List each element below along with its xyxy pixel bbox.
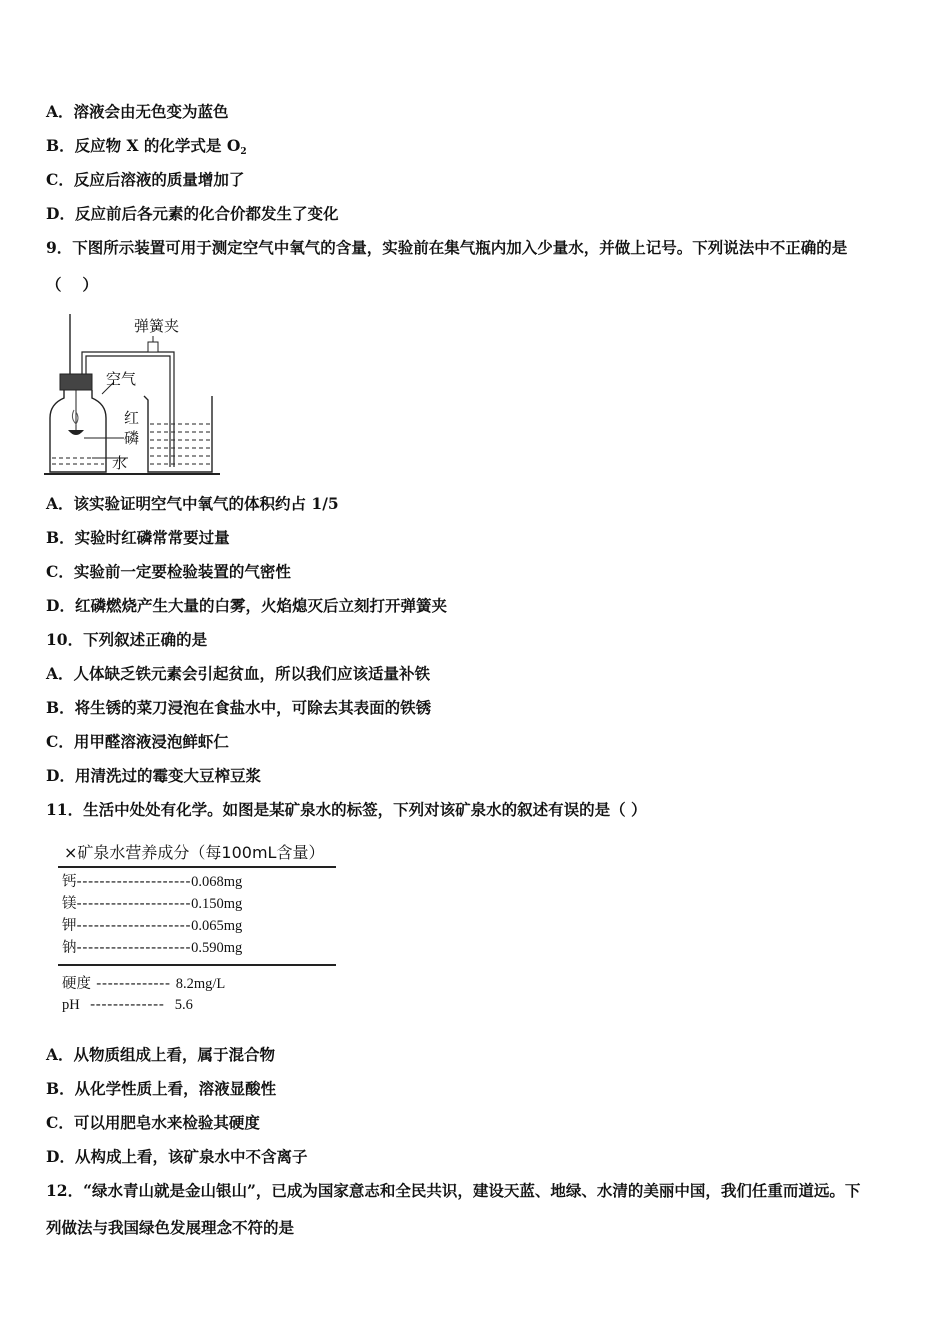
label-top-rule (58, 866, 336, 868)
q9-stem: 9．下图所示装置可用于测定空气中氧气的含量，实验前在集气瓶内加入少量水，并做上记号。下列说法中不正确的是 (46, 238, 848, 257)
q9-stem-paren: （ ） (46, 275, 98, 294)
q9-option-b: B．实验时红磷常常要过量 (46, 528, 230, 547)
q10-stem: 10．下列叙述正确的是 (46, 630, 208, 649)
property-row: pH ------------- 5.6 (62, 997, 193, 1013)
q9-option-d: D．红磷燃烧产生大量的白雾，火焰熄灭后立刻打开弹簧夹 (46, 596, 447, 615)
q10-option-b: B．将生锈的菜刀浸泡在食盐水中，可除去其表面的铁锈 (46, 698, 432, 717)
water-label: 水 (112, 454, 128, 472)
q11-option-a: A．从物质组成上看，属于混合物 (46, 1045, 276, 1064)
q10-option-c: C．用甲醛溶液浸泡鲜虾仁 (46, 732, 229, 751)
q9-option-a: A．该实验证明空气中氧气的体积约占 1/5 (46, 494, 339, 513)
q8-option-a: A．溶液会由无色变为蓝色 (46, 102, 229, 121)
mineral-row: 钙--------------------0.068mg (62, 874, 243, 890)
q12-stem-cont: 列做法与我国绿色发展理念不符的是 (46, 1218, 295, 1237)
clamp-label: 弹簧夹 (134, 317, 180, 335)
mineral-water-label (58, 840, 348, 1020)
q8-option-d: D．反应前后各元素的化合价都发生了变化 (46, 204, 339, 223)
q8-option-b: B．反应物 X 的化学式是 $O_2$ (46, 136, 247, 157)
q8-option-c: C．反应后溶液的质量增加了 (46, 170, 245, 189)
q12-stem: 12．“绿水青山就是金山银山”，已成为国家意志和全民共识，建设天蓝、地绿、水清的美丽中国，我们任重而道远。下 (46, 1181, 861, 1200)
air-label: 空气 (106, 370, 137, 388)
oxygen-apparatus-figure (44, 312, 224, 480)
apparatus-diagram (44, 312, 224, 480)
label-title: ×矿泉水营养成分（每100mL含量） (64, 843, 325, 862)
q11-option-d: D．从构成上看，该矿泉水中不含离子 (46, 1147, 308, 1166)
q9-option-c: C．实验前一定要检验装置的气密性 (46, 562, 291, 581)
mineral-row: 钾--------------------0.065mg (62, 918, 243, 934)
phosphorus-label: 红磷 (124, 409, 140, 447)
label-mid-rule (58, 964, 336, 966)
q11-stem: 11．生活中处处有化学。如图是某矿泉水的标签，下列对该矿泉水的叙述有误的是（ ） (46, 800, 647, 819)
q10-option-d: D．用清洗过的霉变大豆榨豆浆 (46, 766, 261, 785)
mineral-row: 钠--------------------0.590mg (62, 940, 243, 956)
q10-option-a: A．人体缺乏铁元素会引起贫血，所以我们应该适量补铁 (46, 664, 431, 683)
q11-option-c: C．可以用肥皂水来检验其硬度 (46, 1113, 260, 1132)
mineral-row: 镁--------------------0.150mg (62, 896, 243, 912)
q11-option-b: B．从化学性质上看，溶液显酸性 (46, 1079, 277, 1098)
property-row: 硬度 ------------- 8.2mg/L (62, 976, 226, 992)
